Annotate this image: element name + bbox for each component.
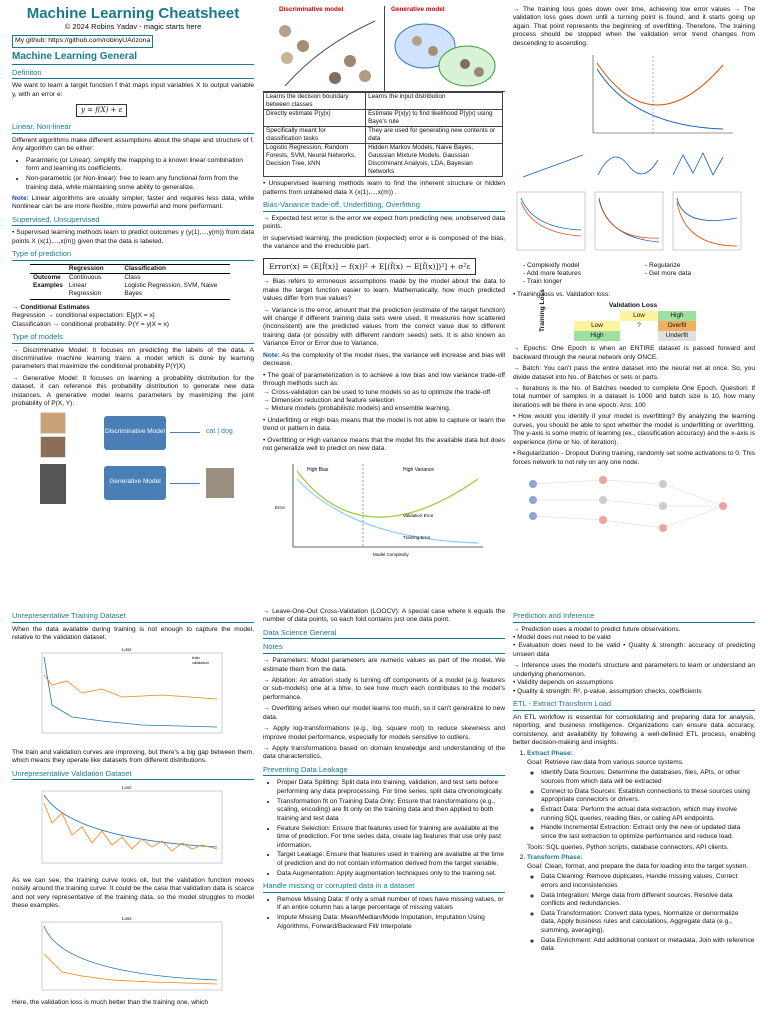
disc-plot <box>265 16 380 90</box>
unrep-training-text-2: The train and validation curves are improving, but there's a big gap between them, which means they operate like datasets from different distributions. <box>12 748 254 765</box>
unrep-training-text: When the data available during training is not enough to capture the model, relative to the validation dataset. <box>12 625 254 642</box>
heading-unrep-training: Unrepresentative Training Dataset <box>12 611 254 623</box>
bv-note <box>263 352 505 369</box>
heading-prediction-type: Type of prediction <box>12 249 254 261</box>
heading-ds-general: Data Science General <box>263 628 505 640</box>
cat-dog-label: cat | dog <box>206 427 233 435</box>
generative-box: Generative Model <box>104 466 166 500</box>
validation-line <box>44 675 217 699</box>
note-text: As the complexity of the model rises, the variance will increase and bias will decrease. <box>263 351 505 368</box>
table-cell: Outcome <box>33 274 61 282</box>
gen-plot <box>387 16 502 90</box>
list-item: • Paramteric (or Linear): simplify the mapping to a known linear combination form and learning its coefficients. <box>26 157 254 174</box>
missing-data-list <box>263 896 505 931</box>
vl-cell: High <box>658 311 696 321</box>
transform-phase <box>527 854 755 953</box>
list-item: ◦ Data Cleaning: Remove duplicates, Handle missing values, Correct errors and inconsistencies <box>541 873 755 890</box>
extract-heading: Extract Phase: <box>527 750 573 758</box>
plot-title: Loss <box>122 647 132 653</box>
divider <box>384 6 385 92</box>
overfit-remedies <box>645 262 691 287</box>
heading-missing-data: Handle missing or corrupted data in a dataset <box>263 881 505 893</box>
table-header: Regression <box>66 264 121 273</box>
dropout-text: • Regularization - Dropout During training, randomly set some activations to 0. This forces network to not rely on any one node. <box>513 450 755 466</box>
vl-axis: Training Loss <box>539 289 546 333</box>
pi-text: • Validity depends on assumptions <box>513 679 614 687</box>
vl-cell: Low <box>620 311 658 321</box>
transform-goal: Goal: Clean, format, and prepare the data for loading into the target system. <box>527 862 749 870</box>
vl-cell: Overfit <box>658 321 696 331</box>
list-item: - Add more features <box>523 269 581 277</box>
page-title: Machine Learning Cheatsheet <box>26 5 240 22</box>
table-cell: Logistic Regression, Random Forests, SVM, Neural Networks, Decision Tree, kNN <box>264 144 366 177</box>
arrow-icon <box>170 432 200 433</box>
iterations-text: → Iterations is the No. of Batches needed to complete One Epoch. Question: If total number of samples in a dataset is 1000 and batch size is 10, how many iterations will be there in one epoch. Ans: 100 <box>513 385 755 409</box>
list-item: - Complexify model <box>523 261 580 269</box>
disc-gen-figure <box>263 6 505 92</box>
cond-classification: Classification → conditional probability: P(Y = y|X = x) <box>12 320 169 328</box>
high-variance-label: High Variance <box>403 466 435 473</box>
vl-cell: ? <box>637 321 641 329</box>
table-cell: Linear Regression <box>66 282 121 299</box>
dropout-network-figure <box>513 470 743 542</box>
bv-text-1: → Expected test error is the error we expect from predicting new, unobserved data points. <box>263 214 505 231</box>
validation-line <box>44 803 217 851</box>
tvl-heading: • Training loss vs. Validation loss: <box>513 290 611 298</box>
supervised-text: • Supervised learning methods learn to predict outcomes y (y(1),...,y(m)) from data points X (x(1),...,x(m)) given that the data is labeled. <box>12 229 254 245</box>
disc-label: Discriminative model <box>279 6 344 13</box>
disc-gen-table <box>263 92 503 177</box>
list-item: ◦ Identify Data Sources: Determine the databases, files, APIs, or other sources from which data will be extracted <box>541 769 755 786</box>
pi-text: • Quality & strength: R², p-value, assumption checks, coefficients <box>513 687 702 695</box>
generated-cat-image <box>206 468 234 498</box>
heading-model-types: Type of models <box>12 332 254 344</box>
learning-curves-figure <box>513 188 743 258</box>
note-overfitting: → Overfitting arises when our model learns too much, so it can't generalize to new data. <box>263 705 505 721</box>
train-line <box>44 657 217 727</box>
list-item: ◦ Connect to Data Sources: Establish connections to these sources using appropriate connectors or drivers. <box>541 788 755 805</box>
note-log-transform: → Apply log-transformations (e.g., log, square root) to reduce skewness and improve model performance, especially for models sensitive to outliers. <box>263 725 505 741</box>
heading-bias-variance: Bias-Variance trade-off, Underfitting, Overfitting <box>263 200 505 212</box>
fit-examples-figure <box>513 145 743 185</box>
unrep-training-plot <box>12 645 242 745</box>
pi-text: → Prediction uses a model to predict future observations. <box>513 625 681 633</box>
table-cell: They are used for generating new contents or data <box>366 127 503 144</box>
extract-list <box>527 769 755 841</box>
table-cell: Learns the input distribution <box>366 93 503 110</box>
epochs-text: → Epochs: One Epoch is when an ENTIRE dataset is passed forward and backward through the neural network only ONCE. <box>513 345 755 361</box>
legend-train: train <box>192 655 200 661</box>
github-link[interactable]: My github: https://github.com/robinyUArizona <box>12 35 153 48</box>
pi-text: → Inference uses the model's structure and parameters to learn or understand an underlying phenomenon. <box>513 662 755 678</box>
column-3-bottom <box>513 608 755 957</box>
linear-list <box>12 157 254 192</box>
model-diagram <box>12 412 254 508</box>
unsupervised-text: • Unsupervised learning methods learn to find the inherent structure or hidden patterns from unlabeled data X (x(1),...,x(m)) . <box>263 180 505 196</box>
heading-supervised: Supervised, Unsupervised <box>12 215 254 227</box>
list-item: • Data Augmentation: Apply augmentation techniques only to the training set. <box>277 870 505 878</box>
table-cell: Directly estimate P(y|x) <box>264 110 366 127</box>
overfitting-text: • Overfitting or High variance means that the model fits the available data but does not generalize well to predict on new data. <box>263 436 505 453</box>
bv-text-2: In supervised learning, the prediction (expected) error e is composed of the bias, the variance and the irreducible part. <box>263 234 505 251</box>
train-line <box>44 926 217 980</box>
bv-method: → Dimension reduction and feature selection <box>263 396 395 404</box>
list-item: • Target Leakage: Ensure that features used in training are available at the time of prediction and do not contain information derived from the target variable. <box>277 851 505 868</box>
table-cell: Specifically meant for classification tasks <box>264 127 366 144</box>
pi-text: • Evaluation does need to be valid • Quality & strength: accuracy of predicting unseen data <box>513 642 755 658</box>
vl-title: Validation Loss <box>608 302 658 310</box>
train-line <box>44 795 217 847</box>
validation-error-curve <box>297 471 478 517</box>
transform-list <box>527 873 755 953</box>
list-item: - Train longer <box>523 278 562 286</box>
table-cell: Logistic Regression, SVM, Naive Bayes <box>121 282 230 299</box>
heading-prediction-inference: Prediction and Inference <box>513 611 755 623</box>
arrow-icon <box>170 483 200 484</box>
note-domain: → Apply transformations based on domain knowledge and understanding of the data characteristics. <box>263 745 505 761</box>
training-loss-text: → The training loss goes down over time, achieving low error values → The validation loss goes down until a turning point is found, and it starts going up again. That point represents the beginning of overfitting. Therefore, The training process should be stopped when the validation error trend changes from descending to ascending. <box>513 6 755 47</box>
column-3 <box>513 6 755 545</box>
pi-text: • Model does not need to be valid <box>513 634 611 642</box>
train-error-label: Training Error <box>403 534 431 540</box>
table-cell: Hidden Markov Models, Naive Bayes, Gaussian Mixture Models, Gaussian Discriminant Analysis, LDA, Bayesian Networks <box>366 144 503 177</box>
column-1-bottom <box>12 608 254 1010</box>
heading-notes: Notes <box>263 642 505 654</box>
generative-text: → Generative Model: It focuses on learning a probability distribution for the dataset, it can reference this probability distribution to generate new data instances. A generative model learns parameters by maximizing the joint probability of P(X, Y). <box>12 374 254 408</box>
list-item: ◦ Data Integration: Merge data from different sources, Resolve data conflicts and redundancies. <box>541 892 755 909</box>
cat-image <box>40 412 66 434</box>
dog-image <box>40 436 66 458</box>
bias-text: → Bias refers to erroneous assumptions made by the model about the data to make the target function easier to learn. Mathematically, how much predicted values differ from true values? <box>263 278 505 303</box>
heading-definition: Definiton <box>12 68 254 80</box>
bv-goal: • The goal of parameterization is to achieve a low bias and low variance trade-off through methods such as: <box>263 371 505 388</box>
definition-formula: y = f(X) + ε <box>76 104 127 117</box>
list-item: ◦ Extract Data: Perform the actual data extraction, which may involve running SQL queries, reading files, or calling API endpoints. <box>541 806 755 823</box>
validation-curve <box>597 63 723 105</box>
unrep-validation-plot-2 <box>12 914 242 996</box>
training-error-curve <box>297 479 478 543</box>
extract-goal: Goal: Retrieve raw data from various source systems. <box>527 758 684 766</box>
note-text: Linear algorithms are usually simpler, faster and requires less data, while Nonlinear can be are more flexible, more powerful and more performant. <box>12 194 254 211</box>
heading-data-leakage: Preventing Data Leakage <box>263 765 505 777</box>
discriminative-text: → Discriminative Model: It focuses on predicting the labels of the data. A discriminative machine learning trains a model which is done by learning parameters that maximize the conditional probability P(Y|X) <box>12 346 254 371</box>
list-item: - Regularize <box>644 261 681 269</box>
transform-heading: Transform Phase: <box>527 854 583 862</box>
table-cell: Learns the decision boundary between classes <box>264 93 366 110</box>
underfitting-text: • Underfitting or High bias means that the model is not able to capture or learn the trend or pattern in data. <box>263 416 505 433</box>
heading-linear: Linear, Non-linear <box>12 122 254 134</box>
underfit-remedies <box>523 262 581 287</box>
vl-cell: High <box>574 331 620 341</box>
section-ml-general: Machine Learning General <box>12 51 254 65</box>
high-bias-label: High Bias <box>307 466 329 473</box>
table-cell: Class <box>124 274 141 282</box>
table-header <box>30 264 66 273</box>
list-item: • Remove Missing Data: If only a small number of rows have missing values, or If an entire column has a large percentage of missing values <box>277 896 505 913</box>
linear-note <box>12 195 254 212</box>
column-1 <box>12 6 254 508</box>
cond-heading: → Conditional Estimates <box>12 303 90 311</box>
etl-phases <box>513 750 755 953</box>
overfit-identify-text: • How would you identify if your model is overfitting? By analyzing the learning curves, you should be able to spot whether the model is underfitting or overfitting. The y-axis is some metric of learning (ex., classification accuracy) and the x-axis is experience (time or No. of iteration). <box>513 413 755 446</box>
table-header: Classification <box>121 264 230 273</box>
column-2 <box>263 6 505 562</box>
extract-tools: Tools: SQL queries, Python scripts, database connectors, API clients. <box>527 844 729 852</box>
note-parameters: → Parameters: Model parameters are numeric values as part of the model. We estimate them from the data. <box>263 657 505 673</box>
gen-label: Generative model <box>391 6 445 13</box>
loocv-text: → Leave-One-Out Cross-Validation (LOOCV): A special case where k equals the number of data points, so each fold contains just one data point. <box>263 608 505 624</box>
table-cell: Estimate P(x|y) to find likelihood P(y|x) using Baye's rule <box>366 110 503 127</box>
unrep-validation-plot <box>12 783 242 873</box>
vl-cell: Low <box>574 321 620 331</box>
etl-text: An ETL workflow is essential for consolidating and preparing data for analysis, reporting, and business intelligence. Organizations can ensure data accuracy, consistency, and availability by following a well-defined ETL process, enabling better decision-making and insights. <box>513 713 755 746</box>
remedies <box>523 262 755 287</box>
cond-regression: Regression → conditional expectation: E[y|X = x] <box>12 312 155 320</box>
variance-text: → Variance is the error, amount that the prediction (estimate of the target function) will change if different training data sets were used. It measures how scattered (inconsistent) are the predicted values from the correct value due to different training data (or possibly with different random seeds) sets. It is also known as Variance Error or Error due to Variance. <box>263 306 505 348</box>
heading-etl: ETL - Extract Transform Load <box>513 699 755 711</box>
table-cell: Examples <box>30 282 66 299</box>
model-complexity-label: Model Complexity <box>373 551 409 557</box>
noise-image <box>40 464 66 504</box>
prediction-table <box>30 264 230 300</box>
note-ablation: → Ablation: An ablation study is turning off components of a model (e.g. features or sub-models) one at a time, to see how much each contributes to the model's performance. <box>263 676 505 701</box>
plot-title: Loss <box>122 785 132 791</box>
page-subtitle: © 2024 Robins Yadav - magic starts here <box>64 21 202 31</box>
note-label: Note: <box>263 351 280 359</box>
list-item: • Transformation fit on Training Data Only: Ensure that transformations (e.g., scaling, encoding) are fit only on the training data and then applied to both training and test data <box>277 798 505 823</box>
list-item: • Proper Data Splitting: Split data into training, validation, and test sets before performing any data preprocessing. For time series, split data chronologically. <box>277 779 505 796</box>
table-cell: Continuous <box>68 274 102 282</box>
bv-method: → Mixture models (probabilistic models) and ensemble learning. <box>263 405 451 413</box>
unrep-validation-text-2: Here, the validation loss is much better than the training one, which <box>12 999 209 1006</box>
column-2-bottom <box>263 608 505 934</box>
heading-unrep-validation: Unrepresentative Validation Dataset <box>12 769 254 781</box>
batch-text: → Batch: You can't pass the entire dataset into the neural net at once. So, you divide dataset into No. of Batches or sets or parts. <box>513 365 755 381</box>
validation-line <box>44 954 217 984</box>
list-item: - Get more data <box>644 269 692 277</box>
unrep-validation-text: As we can see, the training curve looks ok, but the validation function moves noisily around the training curve. It could be the case that validation data is scarce and not very representative of the training data, so the model struggles to model these examples. <box>12 876 254 910</box>
list-item: ◦ Data Transformation: Convert data types, Normalize or denormalize data, Apply business rules and calculations, Aggregate data (e.g., summing, averaging). <box>541 910 755 935</box>
list-item: • Feature Selection: Ensure that features used for training are available at the time of prediction. For time series data, create lag features that use only past information. <box>277 825 505 850</box>
training-curve <box>597 69 723 129</box>
extract-phase <box>527 750 755 852</box>
list-item: • Non-parametric (or Non-linear): free to learn any functional form from the training data, while maintaining some ability to generalize. <box>26 175 254 192</box>
list-item: ◦ Data Enrichment: Add additional context or metadata, Join with reference data <box>541 937 755 954</box>
bias-variance-plot <box>263 459 493 559</box>
u-curve-figure <box>513 51 743 141</box>
discriminative-box: Discriminative Model <box>104 416 166 450</box>
plot-title: Loss <box>122 915 132 921</box>
leakage-list <box>263 779 505 878</box>
error-formula: Error(x) = (E[f̂(x)] − f(x))² + E[(f̂(x) − E[f̂(x)])²] + σ²ε <box>263 258 476 276</box>
linear-text: Different algorithms make different assumptions about the shape and structure of f. Any algorithm can be either: <box>12 136 254 153</box>
bv-method: → Cross-validation can be used to tune models so as to optimize the trade-off <box>263 388 491 396</box>
note-label: Note: <box>12 194 29 202</box>
definition-text: We want to learn a target function f that maps input variables X to output variable y, with an error e: <box>12 82 254 98</box>
legend-validation: validation <box>192 660 209 666</box>
vl-cell: Underfit <box>658 331 696 341</box>
error-axis-label: Error <box>275 504 285 510</box>
list-item: • Impute Missing Data: Mean/Median/Mode Imputation, Imputation Using Algorithms, Forward/Backward Fill/ Interpolate <box>277 914 505 931</box>
val-error-label: Validation Error <box>403 512 434 518</box>
list-item: ◦ Handle Incremental Extraction: Extract only the new or updated data since the last extraction to optimize performance and reduce load. <box>541 824 755 841</box>
